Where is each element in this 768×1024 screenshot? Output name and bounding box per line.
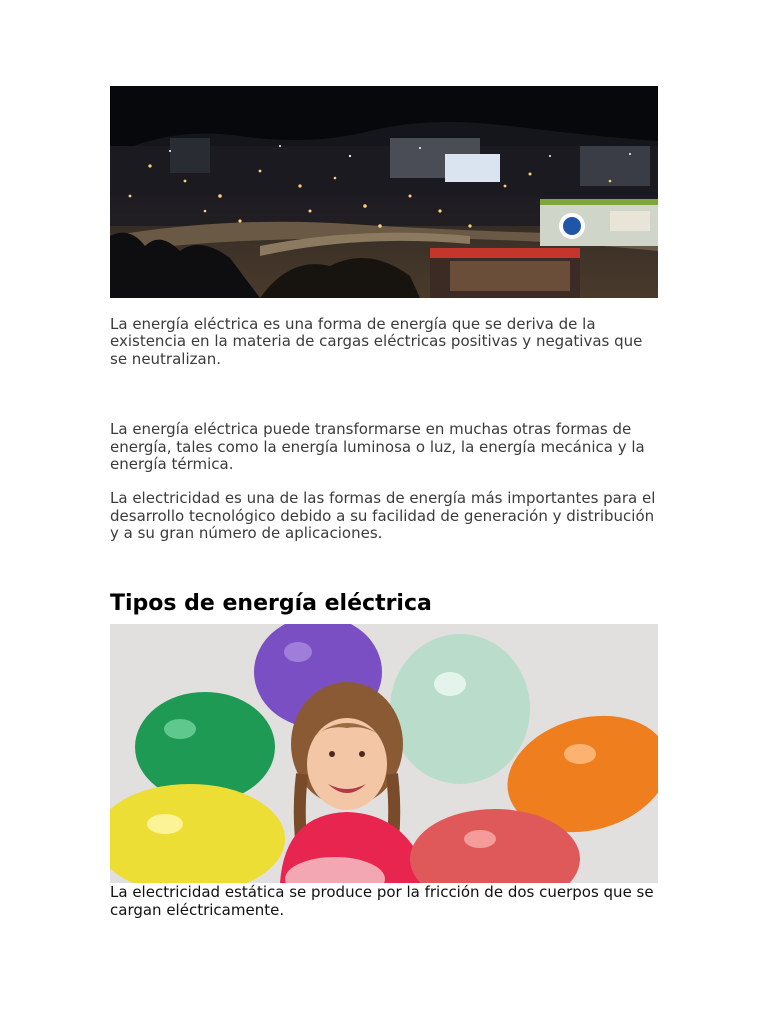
city-night-illustration [110, 86, 658, 298]
document-page [110, 86, 658, 919]
balloons-illustration [110, 624, 658, 883]
paragraph-importance: La electricidad es una de las formas de energía más importantes para el desarrollo tecnológico debido a su facilidad de generación y distribución y a su gran número de aplicaciones. [110, 489, 656, 543]
balloons-caption: La electricidad estática se produce por la fricción de dos cuerpos que se cargan eléctricamente. [110, 882, 654, 919]
paragraph-definition: La energía eléctrica es una forma de energía que se deriva de la existencia en la materia de cargas eléctricas positivas y negativas que se neutralizan. [110, 315, 643, 368]
section-heading: Tipos de energía eléctrica [110, 590, 432, 616]
city-night-photo [110, 86, 658, 298]
balloons-photo [110, 624, 658, 883]
paragraph-transformation: La energía eléctrica puede transformarse en muchas otras formas de energía, tales como la energía luminosa o luz, la energía mecánica y la energía térmica. [110, 420, 645, 474]
